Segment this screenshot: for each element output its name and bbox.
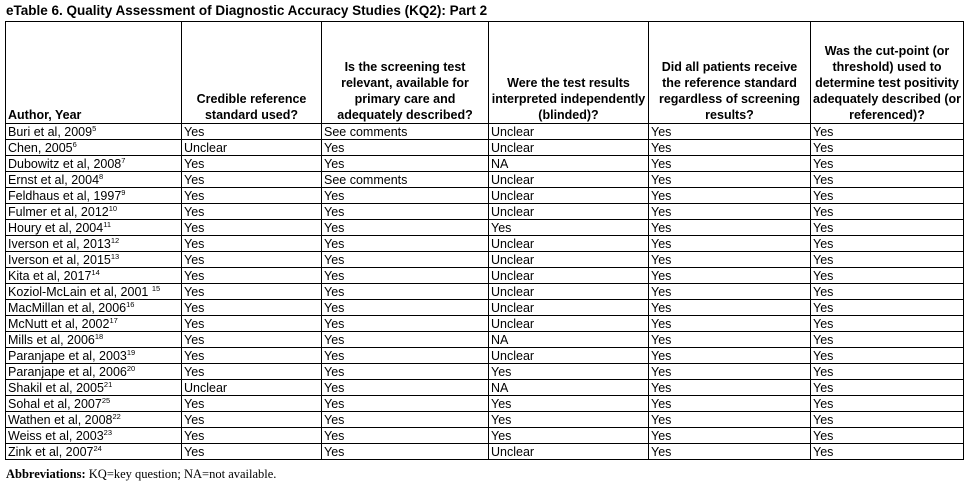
cell-screening-test-relevant: Yes: [322, 348, 489, 364]
table-title: eTable 6. Quality Assessment of Diagnostic Accuracy Studies (KQ2): Part 2: [6, 3, 488, 18]
reference-number: 12: [110, 236, 120, 245]
cell-author-year: [6, 220, 182, 236]
cell-all-received-reference: Yes: [649, 252, 811, 268]
cell-all-received-reference: Yes: [649, 348, 811, 364]
cell-credible-reference: Yes: [182, 268, 322, 284]
cell-all-received-reference: Yes: [649, 364, 811, 380]
cell-credible-reference: Yes: [182, 428, 322, 444]
cell-cut-point-described: Yes: [811, 124, 964, 140]
cell-cut-point-described: Yes: [811, 268, 964, 284]
table-row: [6, 140, 964, 156]
author-name: Weiss et al, 2003: [8, 429, 104, 443]
table-row: [6, 412, 964, 428]
cell-author-year: [6, 188, 182, 204]
author-name: Kita et al, 2017: [8, 269, 92, 283]
cell-screening-test-relevant: Yes: [322, 204, 489, 220]
cell-credible-reference: Yes: [182, 364, 322, 380]
cell-all-received-reference: Yes: [649, 156, 811, 172]
author-name: McNutt et al, 2002: [8, 317, 110, 331]
cell-interpreted-independently: NA: [489, 332, 649, 348]
cell-cut-point-described: Yes: [811, 156, 964, 172]
reference-number: 10: [108, 204, 118, 213]
header-credible-reference: Credible reference standard used?: [182, 22, 322, 124]
cell-all-received-reference: Yes: [649, 444, 811, 460]
cell-screening-test-relevant: Yes: [322, 444, 489, 460]
cell-author-year: [6, 124, 182, 140]
reference-number: 22: [112, 412, 121, 421]
cell-credible-reference: Yes: [182, 124, 322, 140]
table-row: [6, 380, 964, 396]
cell-cut-point-described: Yes: [811, 332, 964, 348]
cell-interpreted-independently: Unclear: [489, 284, 649, 300]
abbreviations-note: [6, 467, 276, 482]
cell-all-received-reference: Yes: [649, 124, 811, 140]
table-row: [6, 252, 964, 268]
cell-screening-test-relevant: See comments: [322, 124, 489, 140]
cell-credible-reference: Yes: [182, 188, 322, 204]
cell-screening-test-relevant: Yes: [322, 140, 489, 156]
cell-cut-point-described: Yes: [811, 316, 964, 332]
reference-number: 5: [92, 124, 97, 133]
cell-credible-reference: Unclear: [182, 380, 322, 396]
cell-screening-test-relevant: Yes: [322, 364, 489, 380]
header-author-year: Author, Year: [6, 22, 182, 124]
cell-credible-reference: Yes: [182, 204, 322, 220]
cell-credible-reference: Yes: [182, 172, 322, 188]
cell-interpreted-independently: Unclear: [489, 348, 649, 364]
cell-screening-test-relevant: Yes: [322, 188, 489, 204]
cell-author-year: [6, 364, 182, 380]
cell-cut-point-described: Yes: [811, 300, 964, 316]
header-interpreted-independently: Were the test results interpreted independently (blinded)?: [489, 22, 649, 124]
table-row: [6, 396, 964, 412]
cell-all-received-reference: Yes: [649, 188, 811, 204]
reference-number: 18: [94, 332, 104, 341]
cell-interpreted-independently: Yes: [489, 364, 649, 380]
author-name: Wathen et al, 2008: [8, 413, 113, 427]
cell-author-year: [6, 140, 182, 156]
quality-assessment-table: [5, 21, 964, 460]
cell-screening-test-relevant: Yes: [322, 412, 489, 428]
reference-number: 9: [121, 188, 126, 197]
cell-interpreted-independently: Unclear: [489, 252, 649, 268]
cell-credible-reference: Unclear: [182, 140, 322, 156]
reference-number: 19: [126, 348, 136, 357]
table-body: [6, 124, 964, 460]
cell-cut-point-described: Yes: [811, 188, 964, 204]
cell-interpreted-independently: Unclear: [489, 124, 649, 140]
cell-interpreted-independently: Yes: [489, 412, 649, 428]
cell-credible-reference: Yes: [182, 444, 322, 460]
cell-author-year: [6, 348, 182, 364]
table-row: [6, 188, 964, 204]
cell-all-received-reference: Yes: [649, 428, 811, 444]
cell-cut-point-described: Yes: [811, 348, 964, 364]
reference-number: 14: [91, 268, 100, 277]
header-row: [6, 22, 964, 124]
cell-credible-reference: Yes: [182, 284, 322, 300]
author-name: Zink et al, 2007: [8, 445, 94, 459]
reference-number: 25: [101, 396, 111, 405]
table-row: [6, 284, 964, 300]
table-row: [6, 156, 964, 172]
cell-interpreted-independently: Unclear: [489, 300, 649, 316]
author-name: Feldhaus et al, 1997: [8, 189, 122, 203]
cell-author-year: [6, 332, 182, 348]
reference-number: 20: [126, 364, 136, 373]
author-name: Fulmer et al, 2012: [8, 205, 109, 219]
cell-credible-reference: Yes: [182, 220, 322, 236]
cell-cut-point-described: Yes: [811, 396, 964, 412]
reference-number: 7: [121, 156, 126, 165]
cell-screening-test-relevant: Yes: [322, 268, 489, 284]
cell-screening-test-relevant: Yes: [322, 380, 489, 396]
reference-number: 8: [99, 172, 104, 181]
cell-interpreted-independently: NA: [489, 380, 649, 396]
cell-author-year: [6, 412, 182, 428]
cell-cut-point-described: Yes: [811, 444, 964, 460]
cell-credible-reference: Yes: [182, 300, 322, 316]
cell-all-received-reference: Yes: [649, 140, 811, 156]
reference-number: 16: [126, 300, 135, 309]
cell-interpreted-independently: Unclear: [489, 236, 649, 252]
author-name: Houry et al, 2004: [8, 221, 104, 235]
cell-cut-point-described: Yes: [811, 140, 964, 156]
cell-author-year: [6, 300, 182, 316]
table-row: [6, 268, 964, 284]
cell-credible-reference: Yes: [182, 332, 322, 348]
author-name: Mills et al, 2006: [8, 333, 95, 347]
cell-cut-point-described: Yes: [811, 220, 964, 236]
author-name: Shakil et al, 2005: [8, 381, 104, 395]
table-row: [6, 316, 964, 332]
header-screening-test-relevant: Is the screening test relevant, available for primary care and adequately described?: [322, 22, 489, 124]
cell-interpreted-independently: Unclear: [489, 140, 649, 156]
reference-number: 17: [109, 316, 118, 325]
cell-all-received-reference: Yes: [649, 380, 811, 396]
cell-screening-test-relevant: Yes: [322, 300, 489, 316]
cell-all-received-reference: Yes: [649, 172, 811, 188]
table-row: [6, 428, 964, 444]
cell-all-received-reference: Yes: [649, 316, 811, 332]
cell-screening-test-relevant: Yes: [322, 332, 489, 348]
cell-author-year: [6, 380, 182, 396]
cell-screening-test-relevant: Yes: [322, 396, 489, 412]
cell-screening-test-relevant: Yes: [322, 220, 489, 236]
cell-author-year: [6, 172, 182, 188]
author-name: Dubowitz et al, 2008: [8, 157, 122, 171]
table-row: [6, 300, 964, 316]
reference-number: 23: [103, 428, 112, 437]
cell-author-year: [6, 156, 182, 172]
table-row: [6, 204, 964, 220]
author-name: Paranjape et al, 2006: [8, 365, 127, 379]
cell-author-year: [6, 284, 182, 300]
reference-number: 21: [103, 380, 113, 389]
header-all-received-reference: Did all patients receive the reference standard regardless of screening results?: [649, 22, 811, 124]
header-cut-point-described: Was the cut-point (or threshold) used to determine test positivity adequately described (or referenced)?: [811, 22, 964, 124]
table-row: [6, 236, 964, 252]
cell-cut-point-described: Yes: [811, 236, 964, 252]
cell-all-received-reference: Yes: [649, 300, 811, 316]
cell-credible-reference: Yes: [182, 316, 322, 332]
cell-all-received-reference: Yes: [649, 332, 811, 348]
table-row: [6, 332, 964, 348]
cell-all-received-reference: Yes: [649, 412, 811, 428]
cell-interpreted-independently: Yes: [489, 396, 649, 412]
cell-credible-reference: Yes: [182, 396, 322, 412]
cell-author-year: [6, 204, 182, 220]
author-name: Buri et al, 2009: [8, 125, 93, 139]
cell-interpreted-independently: Unclear: [489, 316, 649, 332]
cell-credible-reference: Yes: [182, 236, 322, 252]
reference-number: 11: [103, 220, 111, 229]
cell-screening-test-relevant: Yes: [322, 156, 489, 172]
cell-credible-reference: Yes: [182, 252, 322, 268]
cell-interpreted-independently: Unclear: [489, 188, 649, 204]
table-row: [6, 124, 964, 140]
cell-author-year: [6, 268, 182, 284]
cell-cut-point-described: Yes: [811, 204, 964, 220]
author-name: Ernst et al, 2004: [8, 173, 100, 187]
author-name: Paranjape et al, 2003: [8, 349, 127, 363]
cell-credible-reference: Yes: [182, 412, 322, 428]
cell-author-year: [6, 236, 182, 252]
author-name: Sohal et al, 2007: [8, 397, 102, 411]
cell-all-received-reference: Yes: [649, 284, 811, 300]
cell-credible-reference: Yes: [182, 156, 322, 172]
cell-interpreted-independently: Unclear: [489, 204, 649, 220]
cell-cut-point-described: Yes: [811, 428, 964, 444]
cell-screening-test-relevant: Yes: [322, 252, 489, 268]
cell-cut-point-described: Yes: [811, 284, 964, 300]
author-name: Koziol-McLain et al, 2001: [8, 285, 152, 299]
cell-interpreted-independently: Unclear: [489, 444, 649, 460]
cell-screening-test-relevant: Yes: [322, 316, 489, 332]
table-row: [6, 364, 964, 380]
cell-screening-test-relevant: Yes: [322, 284, 489, 300]
cell-all-received-reference: Yes: [649, 204, 811, 220]
cell-all-received-reference: Yes: [649, 268, 811, 284]
reference-number: 15: [151, 284, 161, 293]
cell-interpreted-independently: Unclear: [489, 268, 649, 284]
cell-author-year: [6, 428, 182, 444]
cell-all-received-reference: Yes: [649, 236, 811, 252]
cell-screening-test-relevant: See comments: [322, 172, 489, 188]
cell-cut-point-described: Yes: [811, 364, 964, 380]
cell-screening-test-relevant: Yes: [322, 236, 489, 252]
table-row: [6, 444, 964, 460]
author-name: Iverson et al, 2013: [8, 237, 111, 251]
cell-interpreted-independently: Yes: [489, 220, 649, 236]
cell-cut-point-described: Yes: [811, 172, 964, 188]
cell-all-received-reference: Yes: [649, 220, 811, 236]
cell-author-year: [6, 444, 182, 460]
cell-interpreted-independently: Yes: [489, 428, 649, 444]
cell-author-year: [6, 252, 182, 268]
cell-interpreted-independently: NA: [489, 156, 649, 172]
table-row: [6, 348, 964, 364]
cell-all-received-reference: Yes: [649, 396, 811, 412]
cell-interpreted-independently: Unclear: [489, 172, 649, 188]
table-row: [6, 220, 964, 236]
cell-credible-reference: Yes: [182, 348, 322, 364]
author-name: Chen, 2005: [8, 141, 73, 155]
cell-cut-point-described: Yes: [811, 412, 964, 428]
abbreviations-text: KQ=key question; NA=not available.: [85, 467, 277, 481]
reference-number: 13: [110, 252, 120, 261]
cell-author-year: [6, 316, 182, 332]
cell-cut-point-described: Yes: [811, 252, 964, 268]
author-name: Iverson et al, 2015: [8, 253, 111, 267]
abbreviations-label: Abbreviations:: [6, 467, 86, 481]
reference-number: 24: [93, 444, 102, 453]
author-name: MacMillan et al, 2006: [8, 301, 127, 315]
table-row: [6, 172, 964, 188]
cell-screening-test-relevant: Yes: [322, 428, 489, 444]
cell-author-year: [6, 396, 182, 412]
cell-cut-point-described: Yes: [811, 380, 964, 396]
reference-number: 6: [72, 140, 77, 149]
